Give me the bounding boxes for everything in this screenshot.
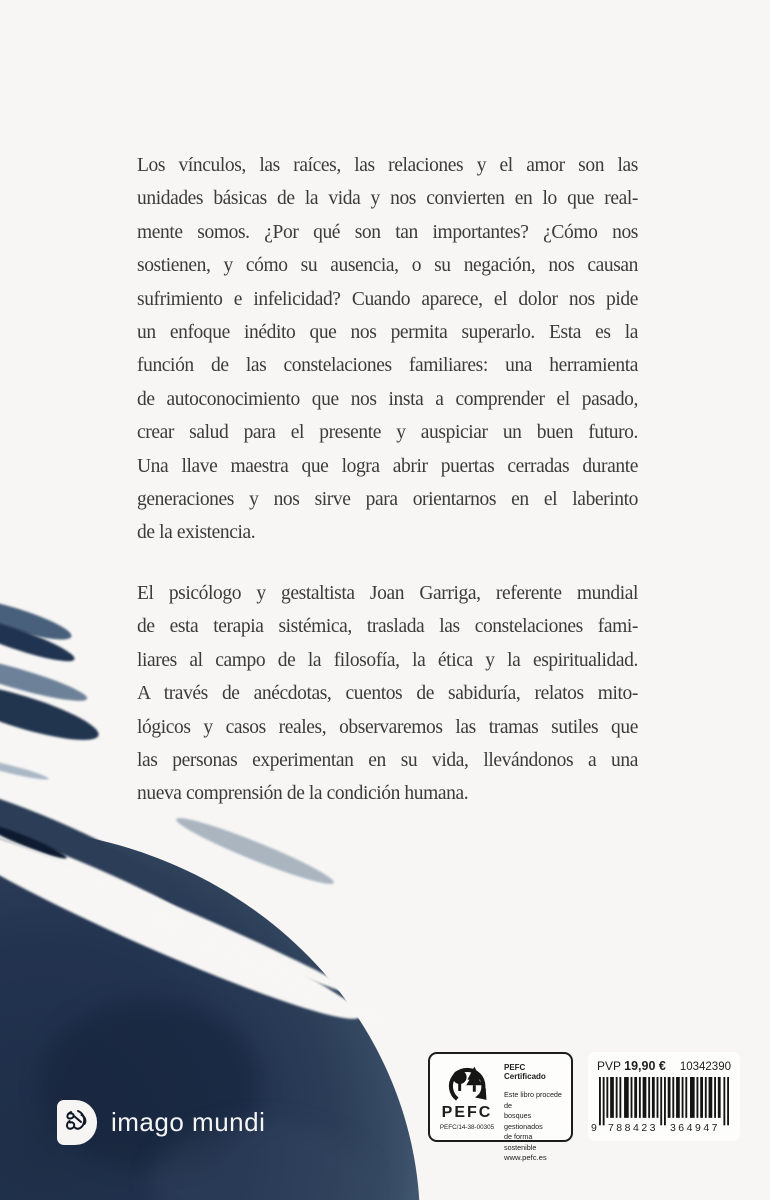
text-line: unidades básicas de la vida y nos convierten en lo que real-: [137, 188, 638, 210]
barcode-digit-group1: 788423: [607, 1122, 659, 1134]
text-line: de la existencia.: [137, 522, 256, 544]
pefc-trees-icon: [441, 1060, 493, 1104]
pefc-description-line: bosques gestionados: [504, 1111, 543, 1131]
text-line: lógicos y casos reales, observaremos las tramas sutiles que: [137, 716, 638, 738]
pefc-description: [504, 1090, 566, 1153]
text-line: Los vínculos, las raíces, las relaciones y el amor son las: [137, 155, 638, 176]
text-line: función de las constelaciones familiares: una herramienta: [137, 355, 638, 377]
publisher-imprint: [57, 1100, 265, 1145]
publisher-name: imago mundi: [111, 1107, 266, 1137]
barcode-digit-group2: 364947: [669, 1122, 721, 1134]
text-line: liares al campo de la filosofía, la ética y la espiritualidad.: [137, 649, 638, 671]
text-line: crear salud para el presente y auspiciar un buen futuro.: [137, 422, 638, 444]
text-line: de esta terapia sistémica, traslada las constelaciones fami-: [137, 616, 638, 638]
text-line: las personas experimentan en su vida, llevándonos a una: [137, 749, 638, 771]
text-line: sufrimiento e infelicidad? Cuando aparece, el dolor nos pide: [137, 288, 638, 310]
text-line: generaciones y nos sirve para orientarnos en el laberinto: [137, 489, 638, 511]
pefc-description-line: de forma sostenible: [504, 1132, 537, 1152]
price-value: PVP 19,90 €: [597, 1059, 666, 1073]
imago-mundi-scribble-icon: [62, 1106, 92, 1140]
imago-mundi-logo: [57, 1100, 97, 1145]
back-cover-text: [137, 149, 638, 838]
pefc-logo-column: [436, 1060, 498, 1136]
text-line: mente somos. ¿Por qué son tan importantes? ¿Cómo nos: [137, 221, 638, 243]
barcode-digits: [591, 1121, 731, 1135]
product-code: 10342390: [679, 1061, 731, 1073]
brush-stroke: [0, 753, 50, 783]
text-line: A través de anécdotas, cuentos de sabiduría, relatos mito-: [137, 683, 638, 705]
pefc-license-number: PEFC/14-38-00305: [439, 1124, 495, 1131]
pefc-text-column: [498, 1060, 566, 1162]
pefc-label: [428, 1052, 573, 1162]
text-line: El psicólogo y gestaltista Joan Garriga, referente mundial: [137, 582, 638, 604]
barcode: [591, 1077, 731, 1139]
pefc-description-line: Este libro procede de: [504, 1090, 562, 1110]
price-row: [597, 1059, 731, 1073]
text-line: sostienen, y cómo su ausencia, o su negación, nos causan: [137, 255, 638, 277]
text-line: Una llave maestra que logra abrir puertas cerradas durante: [137, 455, 638, 477]
text-line: de autoconocimiento que nos insta a comprender el pasado,: [137, 388, 638, 410]
barcode-digit-first: 9: [591, 1122, 597, 1134]
paragraph: [137, 577, 638, 811]
pefc-website: www.pefc.es: [504, 1153, 547, 1162]
price-barcode-label: [588, 1052, 740, 1141]
text-line: un enfoque inédito que nos permita superarlo. Esta es la: [137, 322, 638, 344]
pefc-certificado-title: PEFC Certificado: [504, 1063, 546, 1081]
paragraph: [137, 149, 638, 550]
text-line: nueva comprensión de la condición humana.: [137, 783, 469, 805]
pefc-wordmark: PEFC: [441, 1104, 493, 1121]
